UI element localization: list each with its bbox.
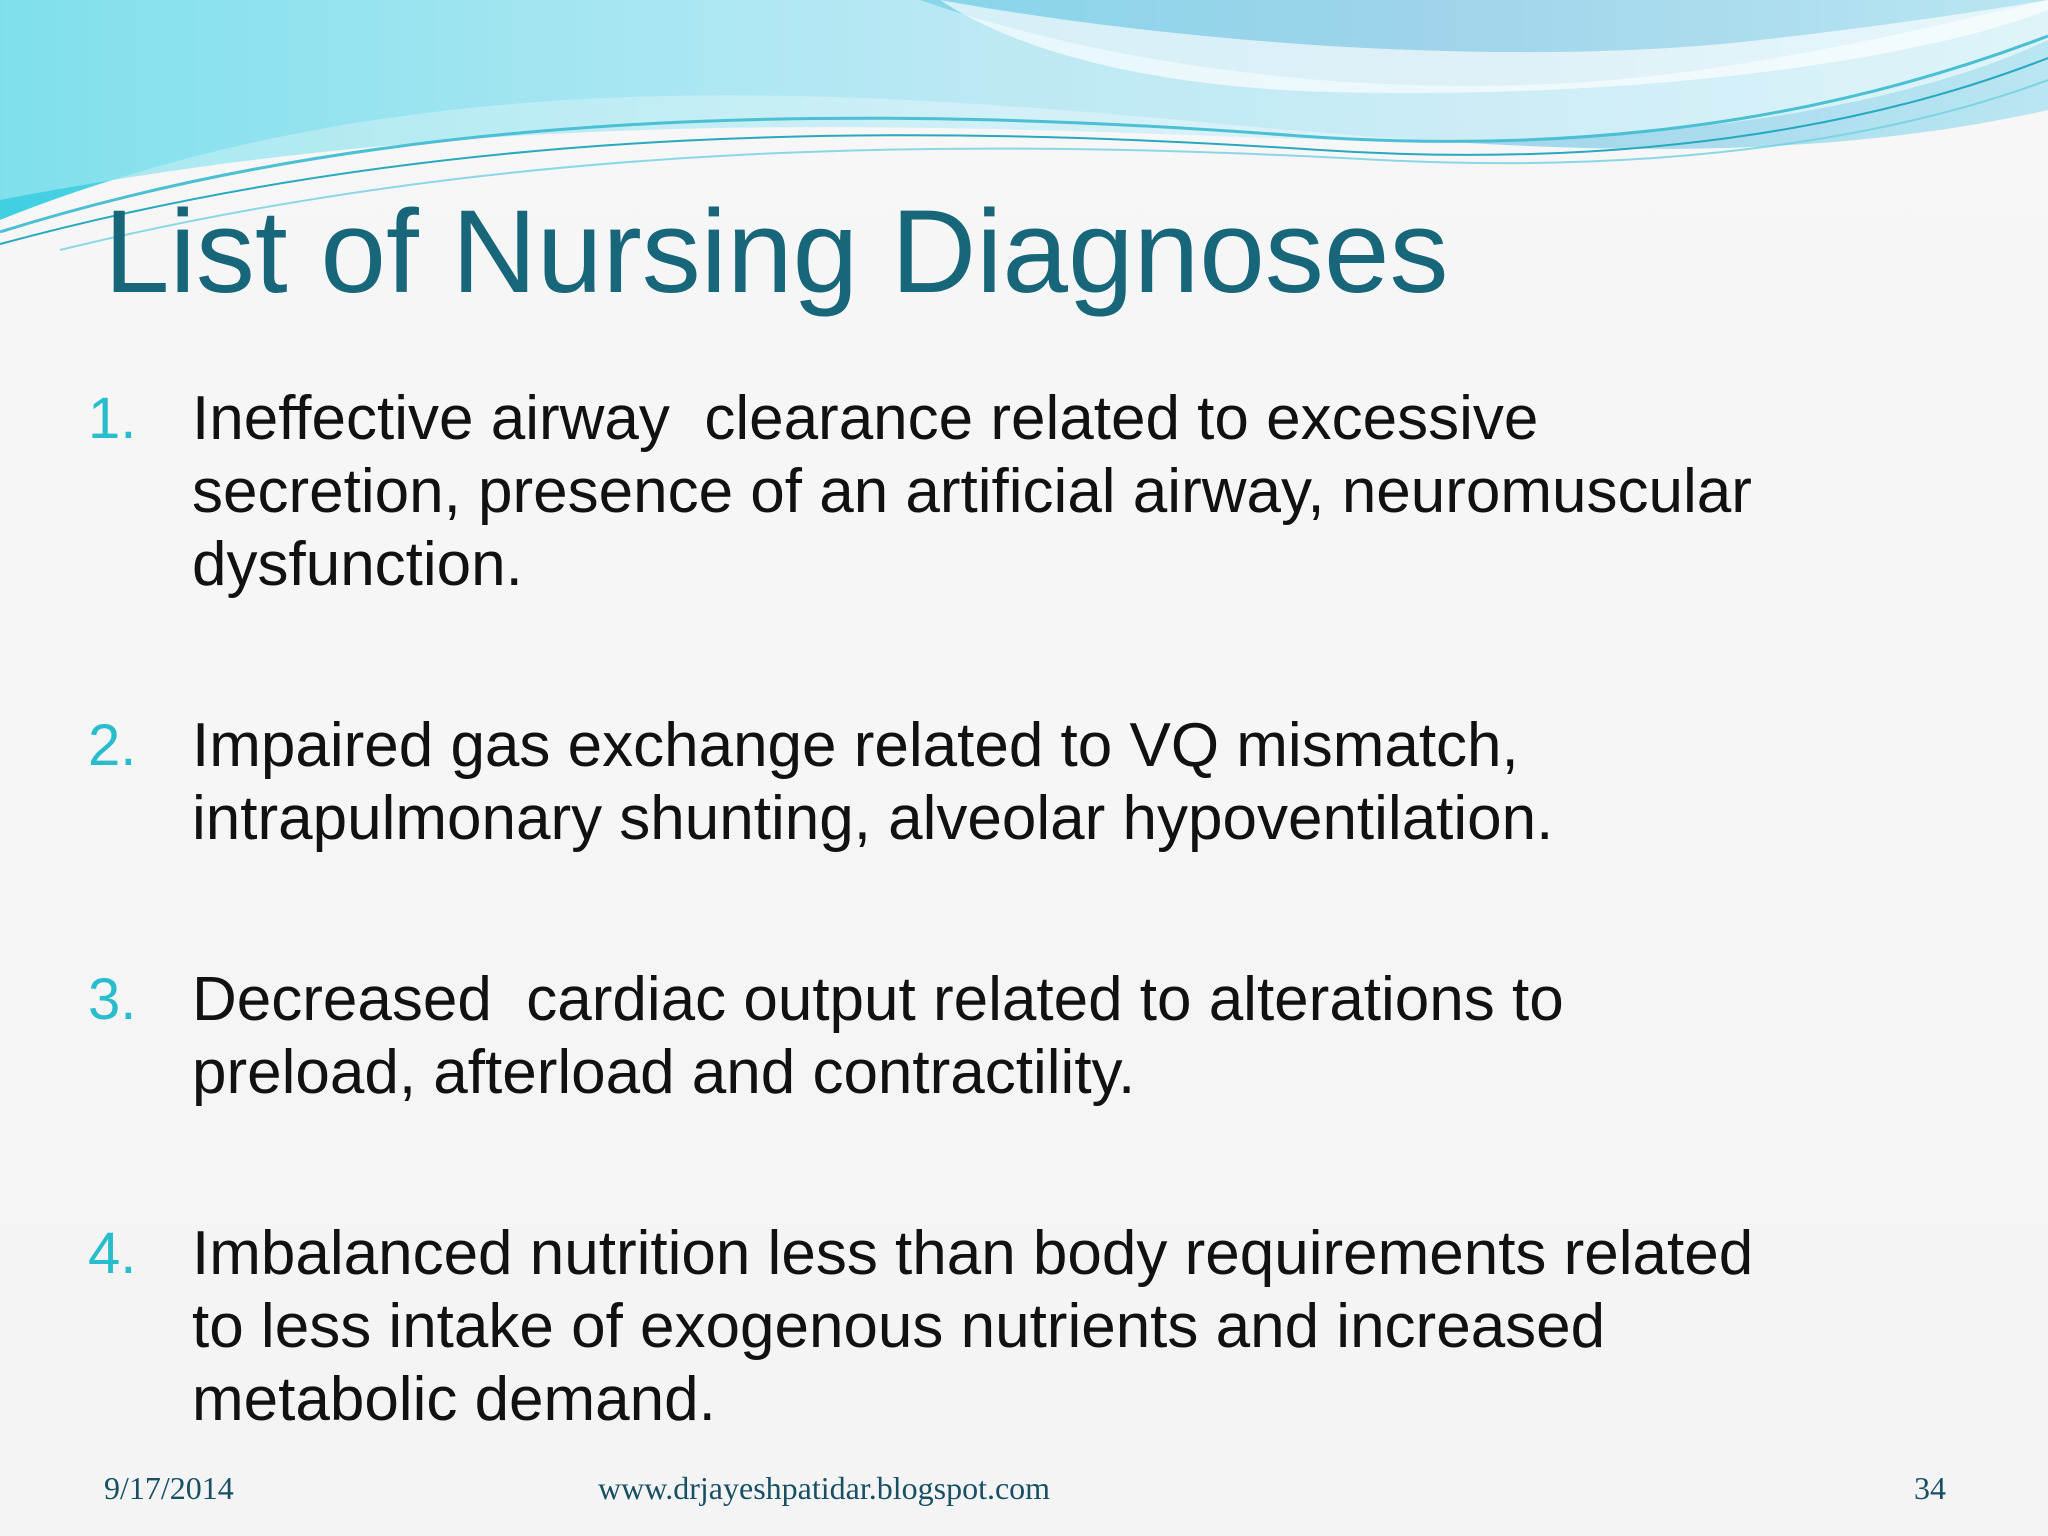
list-item-number: 4.	[88, 1221, 137, 1286]
list-item	[88, 1217, 1968, 1436]
list-item-text: Impaired gas exchange related to VQ mismatch, intrapulmonary shunting, alveolar hypoventilation.	[192, 711, 1554, 853]
list-item-number: 2.	[88, 713, 137, 778]
footer-url: www.drjayeshpatidar.blogspot.com	[598, 1470, 1051, 1506]
footer-date: 9/17/2014	[104, 1470, 234, 1506]
list-item	[88, 709, 1968, 855]
list-item-number: 3.	[88, 967, 137, 1032]
list-item-text: Decreased cardiac output related to alterations to preload, afterload and contractility.	[192, 965, 1564, 1107]
list-item	[88, 382, 1968, 601]
diagnosis-list	[88, 382, 1968, 1436]
list-item-text: Ineffective airway clearance related to excessive secretion, presence of an artificial airway, neuromuscular dysfunction.	[192, 384, 1752, 599]
list-item	[88, 963, 1968, 1109]
slide-number: 34	[1914, 1470, 1946, 1506]
list-item-number: 1.	[88, 386, 137, 451]
slide-title: List of Nursing Diagnoses	[104, 186, 1449, 318]
list-item-text: Imbalanced nutrition less than body requirements related to less intake of exogenous nutrients and increased metabolic demand.	[192, 1219, 1754, 1434]
